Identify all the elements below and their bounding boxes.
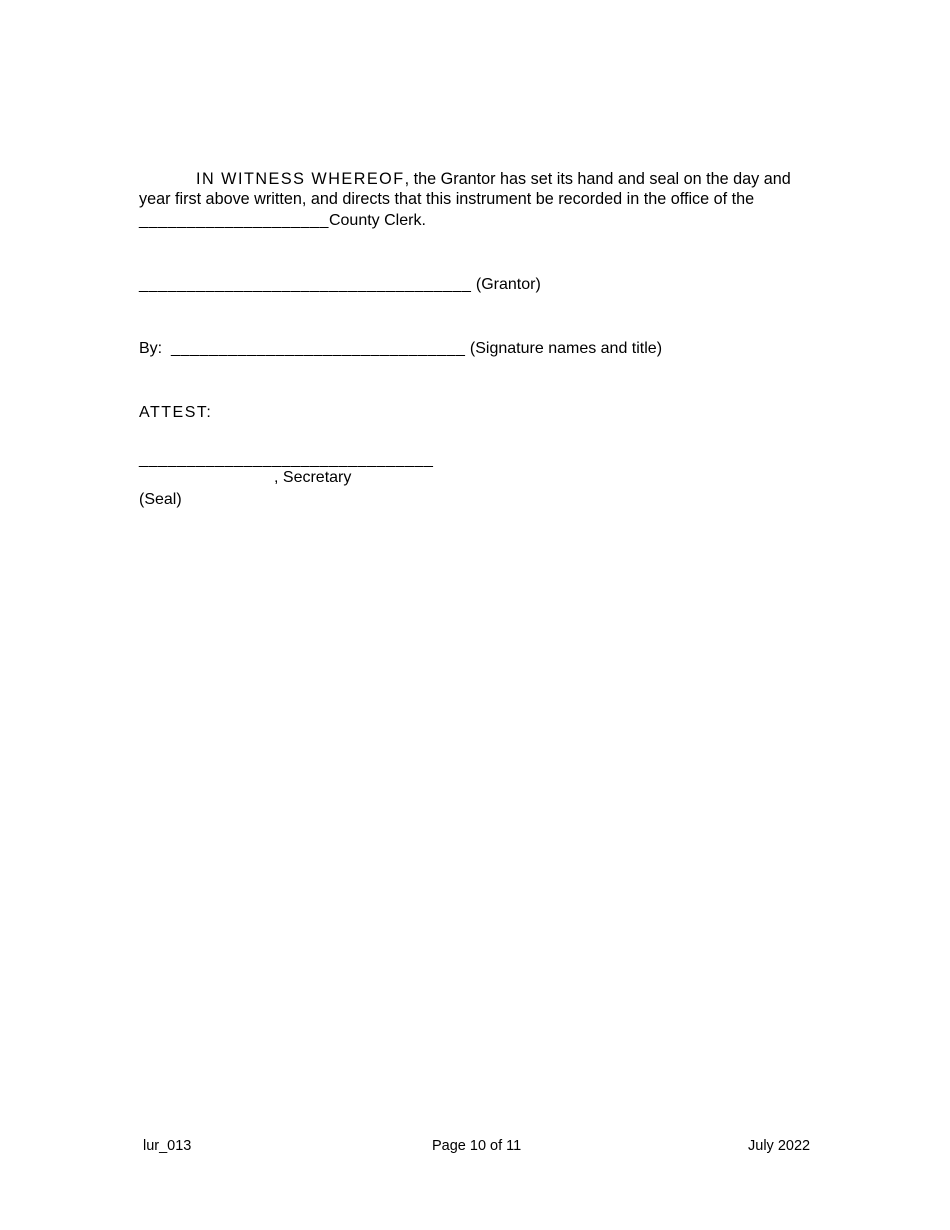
footer-date: July 2022 bbox=[748, 1138, 811, 1154]
witness-lead: IN WITNESS WHEREOF bbox=[196, 170, 405, 188]
county-label: County Clerk. bbox=[328, 212, 426, 229]
by-line bbox=[139, 339, 662, 359]
attest-heading: ATTEST: bbox=[139, 404, 213, 421]
by-label: (Signature names and title) bbox=[469, 340, 663, 357]
grantor-signature-blank[interactable]: ___________________________________ bbox=[139, 276, 472, 293]
grantor-line bbox=[139, 275, 541, 295]
grantor-label: (Grantor) bbox=[475, 276, 541, 293]
footer-form-id: lur_013 bbox=[143, 1138, 192, 1154]
witness-line-2: year first above written, and directs that this instrument be recorded in the office of the bbox=[139, 190, 755, 208]
witness-line-1 bbox=[196, 169, 791, 189]
seal-label: (Seal) bbox=[139, 491, 182, 508]
by-signature-blank[interactable]: _______________________________ bbox=[171, 340, 466, 357]
witness-line-3 bbox=[139, 211, 426, 231]
attest-signature-blank[interactable]: _______________________________ bbox=[139, 451, 434, 468]
secretary-label: , Secretary bbox=[274, 469, 352, 486]
footer-page-number: Page 10 of 11 bbox=[432, 1138, 522, 1154]
county-blank[interactable]: ____________________ bbox=[139, 212, 329, 229]
witness-line-1-rest: , the Grantor has set its hand and seal on the day and bbox=[404, 170, 791, 188]
by-prefix: By: bbox=[139, 340, 163, 357]
